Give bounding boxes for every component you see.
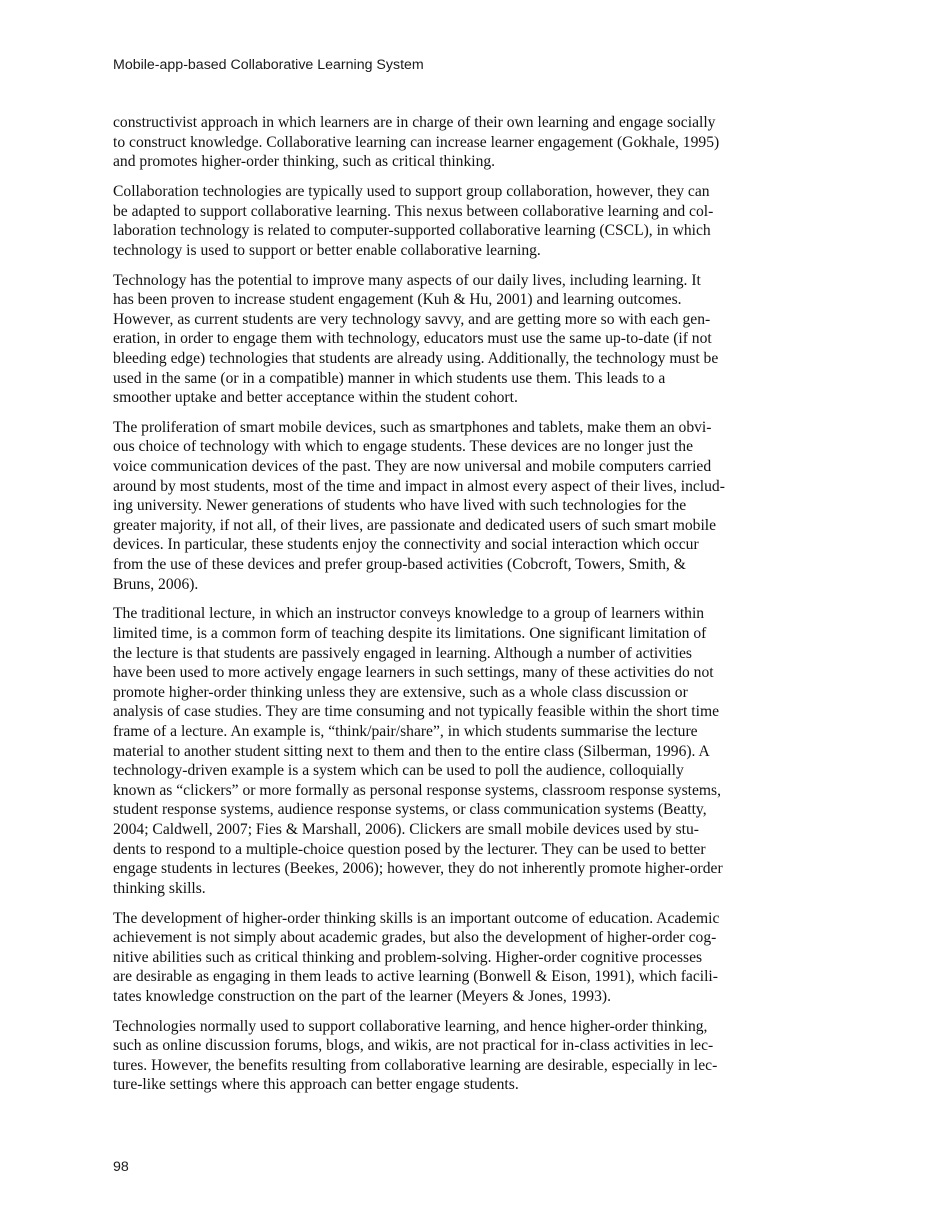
text-line: material to another student sitting next to them and then to the entire class (Silberman, 1996). A [113, 742, 710, 760]
text-line: ous choice of technology with which to engage students. These devices are no longer just the [113, 438, 693, 456]
text-line: technology-driven example is a system which can be used to poll the audience, colloquially [113, 762, 684, 780]
text-line: ture-like settings where this approach can better engage students. [113, 1076, 519, 1094]
text-line: thinking skills. [113, 879, 206, 897]
paragraph-collaborative-technologies [113, 1017, 803, 1095]
text-line: Collaboration technologies are typically used to support group collaboration, however, they can [113, 182, 710, 200]
text-line: promote higher-order thinking unless they are extensive, such as a whole class discussion or [113, 683, 688, 701]
text-line: are desirable as engaging in them leads to active learning (Bonwell & Eison, 1991), which facili- [113, 968, 718, 986]
text-line: and promotes higher-order thinking, such as critical thinking. [113, 153, 496, 171]
text-line: laboration technology is related to computer-supported collaborative learning (CSCL), in which [113, 222, 711, 240]
text-line: voice communication devices of the past. They are now universal and mobile computers carried [113, 458, 712, 476]
body-text [113, 113, 803, 1105]
text-line: The traditional lecture, in which an instructor conveys knowledge to a group of learners within [113, 605, 705, 623]
text-line: tates knowledge construction on the part of the learner (Meyers & Jones, 1993). [113, 987, 611, 1005]
paragraph-constructivism [113, 113, 803, 172]
text-line: constructivist approach in which learners are in charge of their own learning and engage socially [113, 114, 716, 131]
text-line: bleeding edge) technologies that students are already using. Additionally, the technology must be [113, 349, 719, 367]
text-line: from the use of these devices and prefer group-based activities (Cobcroft, Towers, Smith, & [113, 556, 686, 574]
text-line: achievement is not simply about academic grades, but also the development of higher-order cog- [113, 929, 717, 947]
text-line: Bruns, 2006). [113, 575, 199, 593]
text-line: such as online discussion forums, blogs, and wikis, are not practical for in-class activities in lec- [113, 1037, 714, 1055]
paragraph-traditional-lecture [113, 604, 803, 898]
paragraph-collaboration-technologies [113, 182, 803, 260]
text-line: tures. However, the benefits resulting from collaborative learning are desirable, especially in lec- [113, 1056, 718, 1074]
text-line: smoother uptake and better acceptance within the student cohort. [113, 389, 518, 407]
text-line: Technologies normally used to support collaborative learning, and hence higher-order thinking, [113, 1017, 708, 1035]
text-line: around by most students, most of the time and impact in almost every aspect of their lives, includ- [113, 477, 725, 495]
text-line: engage students in lectures (Beekes, 2006); however, they do not inherently promote higher-order [113, 860, 723, 878]
text-line: be adapted to support collaborative learning. This nexus between collaborative learning and col- [113, 202, 714, 220]
text-line: dents to respond to a multiple-choice question posed by the lecturer. They can be used to better [113, 840, 706, 858]
text-line: have been used to more actively engage learners in such settings, many of these activities do not [113, 664, 714, 682]
paragraph-higher-order-thinking [113, 909, 803, 1007]
text-line: used in the same (or in a compatible) manner in which students use them. This leads to a [113, 369, 666, 387]
text-line: analysis of case studies. They are time consuming and not typically feasible within the short time [113, 703, 719, 721]
text-line: greater majority, if not all, of their lives, are passionate and dedicated users of such smart mobile [113, 516, 717, 534]
text-line: Technology has the potential to improve many aspects of our daily lives, including learning. It [113, 271, 701, 289]
paragraph-mobile-devices [113, 418, 803, 594]
text-line: technology is used to support or better enable collaborative learning. [113, 241, 541, 259]
running-header: Mobile-app-based Collaborative Learning System [113, 57, 424, 73]
text-line: student response systems, audience response systems, or class communication systems (Beatty, [113, 801, 707, 819]
text-line: the lecture is that students are passively engaged in learning. Although a number of activities [113, 644, 692, 662]
text-line: frame of a lecture. An example is, “think/pair/share”, in which students summarise the lecture [113, 722, 698, 740]
text-line: devices. In particular, these students enjoy the connectivity and social interaction which occur [113, 536, 699, 554]
text-line: eration, in order to engage them with technology, educators must use the same up-to-date (if not [113, 330, 712, 348]
text-line: The development of higher-order thinking skills is an important outcome of education. Academic [113, 909, 720, 927]
text-line: However, as current students are very technology savvy, and are getting more so with each gen- [113, 310, 711, 328]
text-line: known as “clickers” or more formally as personal response systems, classroom response systems, [113, 781, 722, 799]
text-line: nitive abilities such as critical thinking and problem-solving. Higher-order cognitive processes [113, 948, 703, 966]
text-line: ing university. Newer generations of students who have lived with such technologies for the [113, 497, 687, 515]
paragraph-technology-potential [113, 271, 803, 408]
text-line: The proliferation of smart mobile devices, such as smartphones and tablets, make them an obvi- [113, 418, 712, 436]
text-line: to construct knowledge. Collaborative learning can increase learner engagement (Gokhale, 1995) [113, 133, 720, 151]
text-line: limited time, is a common form of teaching despite its limitations. One significant limitation of [113, 625, 707, 642]
text-line: has been proven to increase student engagement (Kuh & Hu, 2001) and learning outcomes. [113, 291, 682, 309]
page-number: 98 [113, 1159, 129, 1175]
text-line: 2004; Caldwell, 2007; Fies & Marshall, 2006). Clickers are small mobile devices used by stu- [113, 820, 699, 838]
